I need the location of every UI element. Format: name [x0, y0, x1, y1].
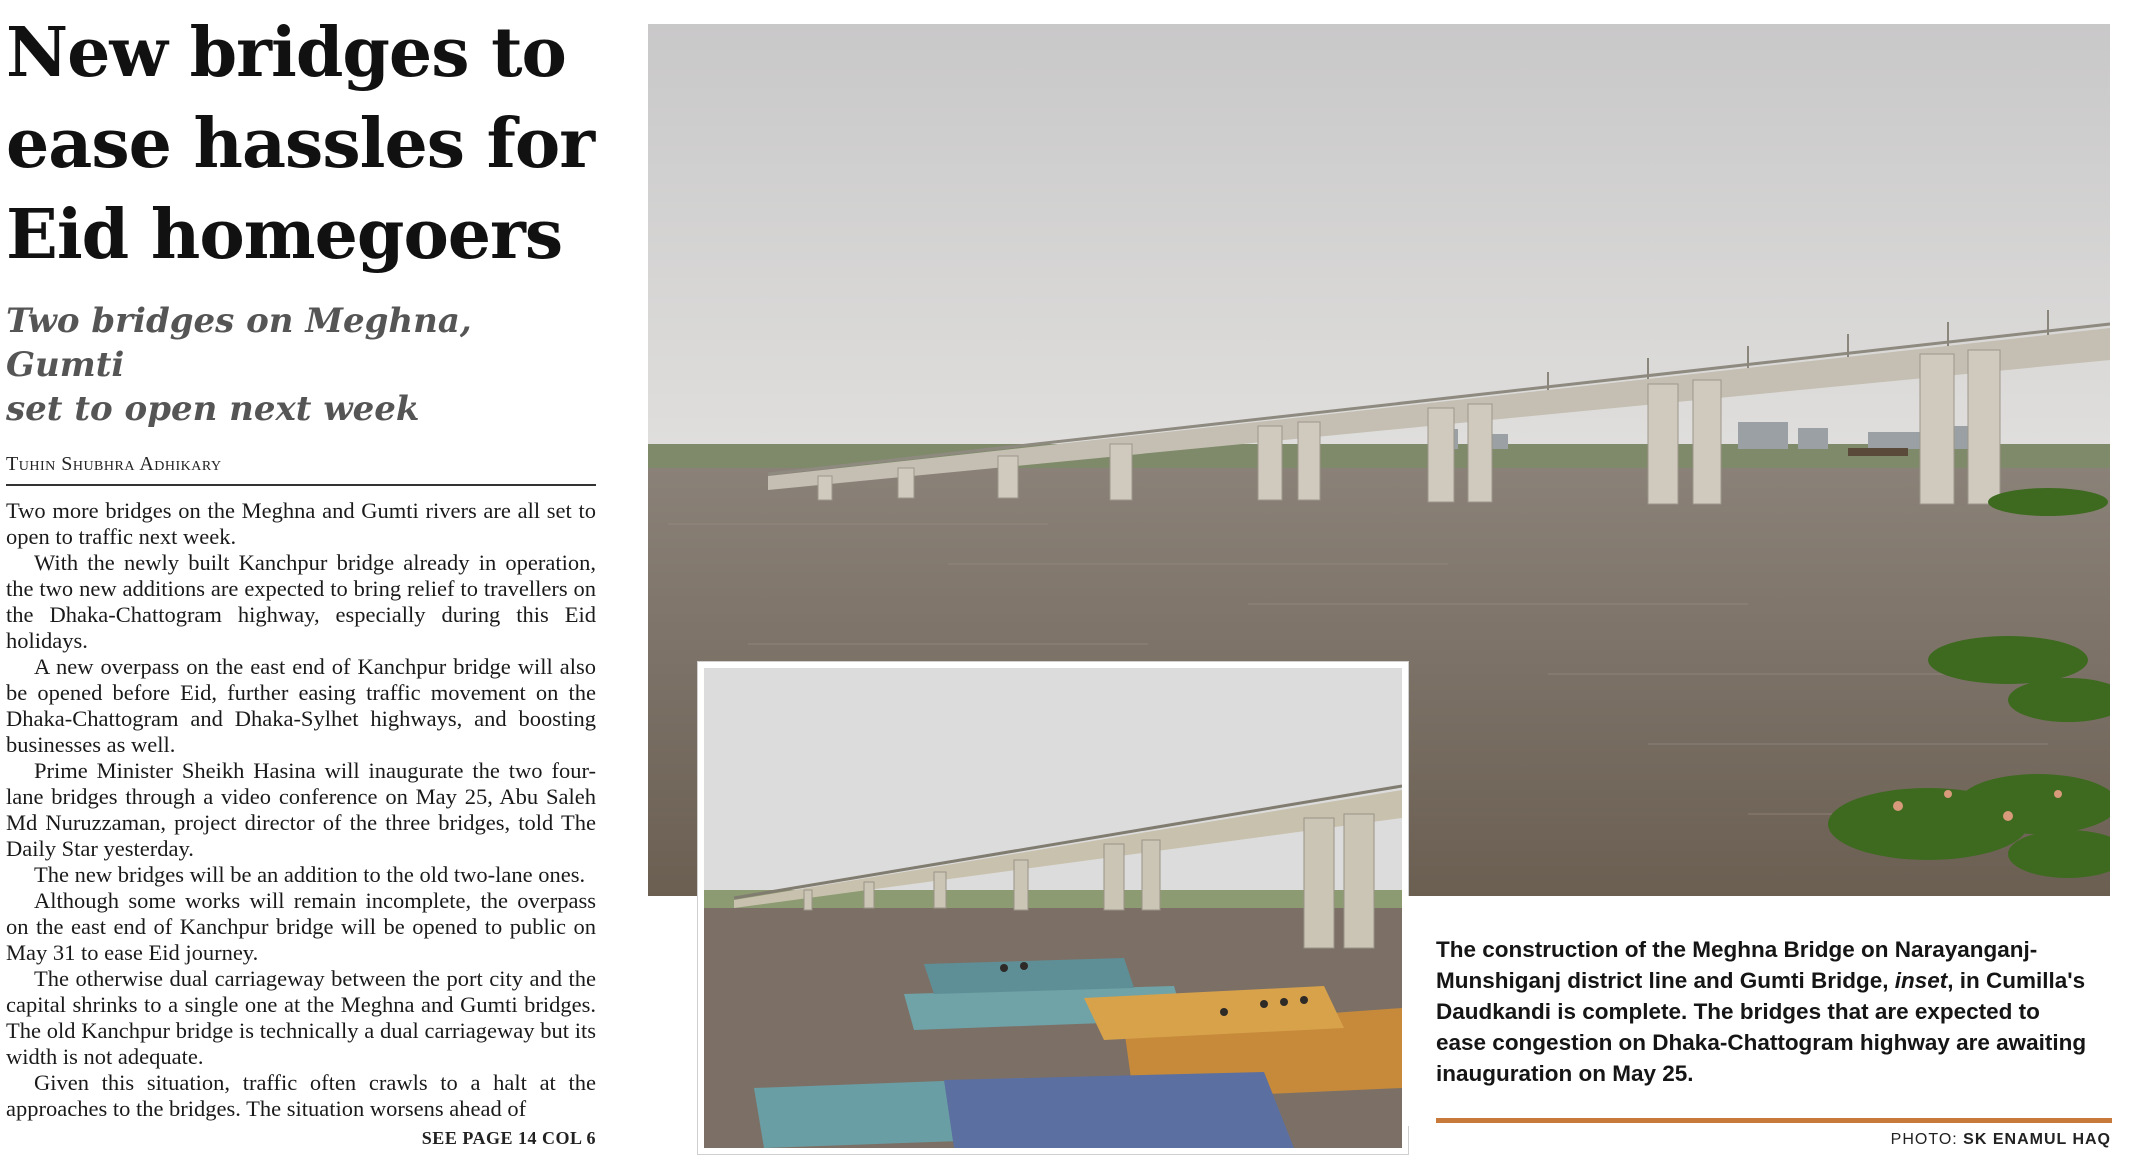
article-paragraph: Although some works will remain incomplete, the overpass on the east end of Kanchpur bridge will be opened to public on May 31 to ease Eid journey. — [6, 888, 596, 965]
article-paragraph: Given this situation, traffic often crawls to a halt at the approaches to the bridges. The situation worsens ahead of — [6, 1070, 596, 1121]
sky — [648, 24, 2110, 464]
subheadline-line: Two bridges on Meghna, Gumti — [6, 301, 472, 385]
subheadline — [6, 299, 596, 431]
photo-caption — [1436, 934, 2096, 1089]
gumti-bridge-illustration — [704, 668, 1402, 1148]
subheadline-line: set to open next week — [6, 389, 420, 429]
headline — [6, 8, 596, 281]
photo-credit — [1891, 1131, 2111, 1149]
article-paragraph: A new overpass on the east end of Kanchpur bridge will also be opened before Eid, further easing traffic movement on the Dhaka-Chattogram and Dhaka-Sylhet highways, and boosting businesses as well. — [6, 654, 596, 757]
article-paragraph: Prime Minister Sheikh Hasina will inaugurate the two four-lane bridges through a video conference on May 25, Abu Saleh Md Nuruzzaman, project director of the three bridges, told The Daily Star yesterday. — [6, 758, 596, 861]
photo-credit-name: SK ENAMUL HAQ — [1963, 1131, 2111, 1148]
caption-inset-word: inset — [1894, 968, 1948, 993]
headline-line: ease hassles for — [6, 104, 595, 184]
caption-text-end: , in Cumilla's Daudkandi is complete. The bridges that are expected to ease congestion on Dhaka-Chattogram highway are awaiting inauguration on May 25. — [1436, 968, 2087, 1086]
caption-panel — [1402, 896, 2110, 1126]
byline: Tuhin Shubhra Adhikary — [6, 453, 596, 486]
headline-line: Eid homegoers — [6, 195, 563, 275]
article-paragraph: The new bridges will be an addition to the old two-lane ones. — [34, 862, 586, 887]
article-paragraph: The otherwise dual carriageway between the port city and the capital shrinks to a single one at the Meghna and Gumti bridges. The old Kanchpur bridge is technically a dual carriageway but its width is not adequate. — [6, 966, 596, 1069]
inset-photo-gumti-bridge — [704, 668, 1402, 1148]
continued-on-link[interactable]: SEE PAGE 14 COL 6 — [421, 1128, 596, 1148]
article-paragraph: Two more bridges on the Meghna and Gumti rivers are all set to open to traffic next week. — [6, 498, 596, 549]
article-paragraph: With the newly built Kanchpur bridge already in operation, the two new additions are expected to bring relief to travellers on the Dhaka-Chattogram highway, especially during this Eid holidays. — [6, 550, 596, 653]
caption-divider — [1436, 1118, 2112, 1123]
article-column — [6, 8, 596, 1149]
photo-credit-label: PHOTO: — [1890, 1131, 1958, 1148]
article-body — [6, 498, 596, 1122]
distant-boat — [1848, 448, 1908, 456]
headline-line: New bridges to — [6, 13, 566, 93]
caption-text-start: The construction of the Meghna Bridge on Narayanganj-Munshiganj district line and Gumti Bridge, — [1436, 937, 2038, 993]
